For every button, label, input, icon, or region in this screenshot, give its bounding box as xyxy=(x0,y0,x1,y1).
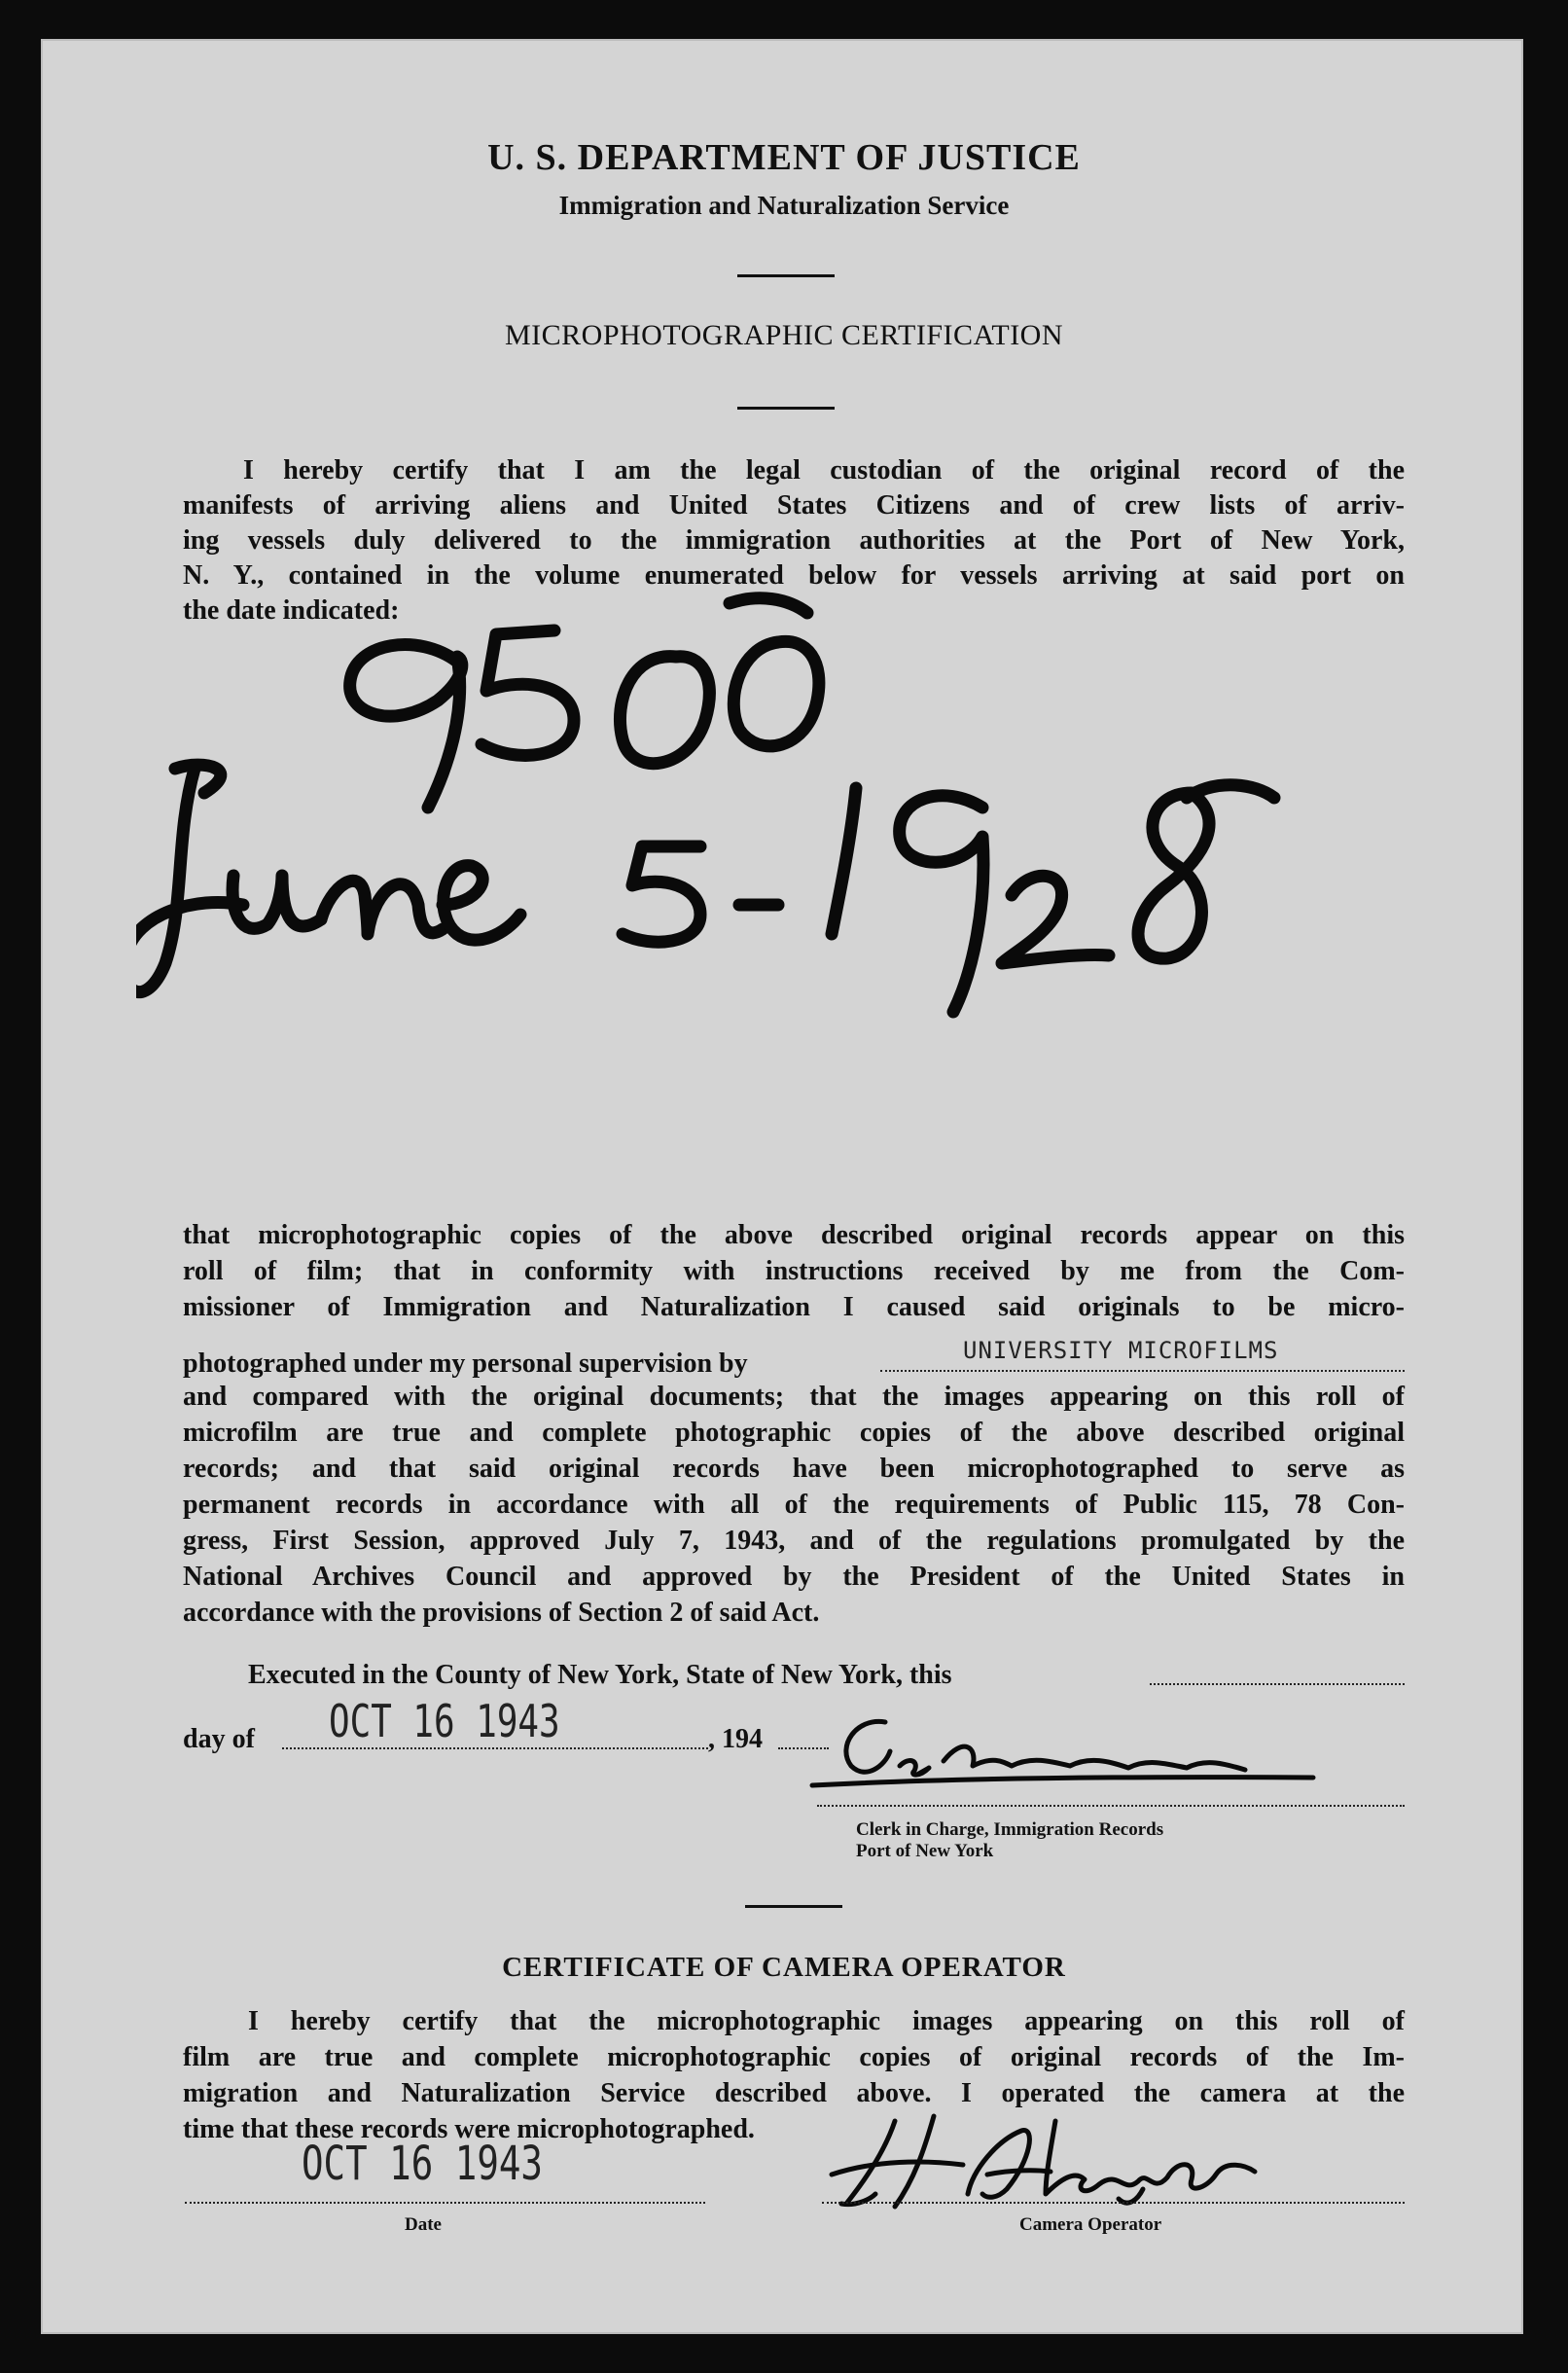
executed-date-stamp: OCT 16 1943 xyxy=(329,1695,560,1747)
department-heading: U. S. DEPARTMENT OF JUSTICE xyxy=(487,137,1081,178)
body-line: that microphotographic copies of the above described original records appear on this xyxy=(183,1220,1405,1250)
clerk-caption: Clerk in Charge, Immigration Records xyxy=(856,1819,1164,1840)
clerk-port: Port of New York xyxy=(856,1841,994,1861)
body-line: microfilm are true and complete photographic copies of the above described original xyxy=(183,1418,1405,1448)
clerk-signature-line xyxy=(817,1805,1405,1807)
body-line: and compared with the original documents; that the images appearing on this roll of xyxy=(183,1382,1405,1412)
body-line: records; and that said original records have been microphotographed to serve as xyxy=(183,1454,1405,1484)
intro-line: ing vessels duly delivered to the immigration authorities at the Port of New York, xyxy=(183,525,1405,556)
body-line: photographed under my personal supervision by xyxy=(183,1348,748,1379)
date-label: Date xyxy=(405,2214,442,2235)
intro-line: N. Y., contained in the volume enumerated below for vessels arriving at said port on xyxy=(183,560,1405,591)
intro-line: I hereby certify that I am the legal custodian of the original record of the xyxy=(243,455,1405,485)
operator-signature-line xyxy=(822,2202,1405,2204)
body-line: National Archives Council and approved by the President of the United States in xyxy=(183,1562,1405,1592)
executed-line: Executed in the County of New York, State of New York, this xyxy=(248,1660,952,1690)
body-line: roll of film; that in conformity with instructions received by me from the Com- xyxy=(183,1256,1405,1286)
intro-line: the date indicated: xyxy=(183,595,400,626)
body-line: accordance with the provisions of Section 2 of said Act. xyxy=(183,1598,820,1628)
camera-line: I hereby certify that the microphotographic images appearing on this roll of xyxy=(248,2006,1405,2036)
day-of-label: day of xyxy=(183,1724,255,1754)
camera-operator-label: Camera Operator xyxy=(1019,2214,1162,2235)
intro-line: manifests of arriving aliens and United States Citizens and of crew lists of arriv- xyxy=(183,490,1405,521)
year-prefix: , 194 xyxy=(708,1724,763,1754)
camera-line: film are true and complete microphotographic copies of original records of the Im- xyxy=(183,2042,1405,2072)
divider xyxy=(737,407,835,410)
camera-date-stamp: OCT 16 1943 xyxy=(302,2137,543,2191)
camera-line: time that these records were microphotographed. xyxy=(183,2114,755,2144)
executed-fill-line xyxy=(1150,1683,1405,1685)
day-fill-line xyxy=(282,1747,708,1749)
camera-certificate-title: CERTIFICATE OF CAMERA OPERATOR xyxy=(502,1952,1066,1983)
body-line: missioner of Immigration and Naturalization I caused said originals to be micro- xyxy=(183,1292,1405,1322)
handwritten-volume-and-date xyxy=(136,584,1459,1051)
supervisor-fill-line xyxy=(880,1370,1405,1372)
document-page xyxy=(41,39,1523,2334)
university-microfilms-stamp: UNIVERSITY MICROFILMS xyxy=(963,1337,1279,1364)
divider xyxy=(737,274,835,277)
body-line: gress, First Session, approved July 7, 1943, and of the regulations promulgated by the xyxy=(183,1526,1405,1556)
camera-line: migration and Naturalization Service described above. I operated the camera at the xyxy=(183,2078,1405,2108)
camera-operator-signature xyxy=(827,2102,1294,2218)
certification-title: MICROPHOTOGRAPHIC CERTIFICATION xyxy=(504,319,1064,351)
divider xyxy=(745,1905,842,1908)
body-line: permanent records in accordance with all of the requirements of Public 115, 78 Con- xyxy=(183,1490,1405,1520)
date-fill-line xyxy=(185,2202,705,2204)
service-heading: Immigration and Naturalization Service xyxy=(558,191,1010,220)
clerk-signature xyxy=(807,1708,1323,1800)
